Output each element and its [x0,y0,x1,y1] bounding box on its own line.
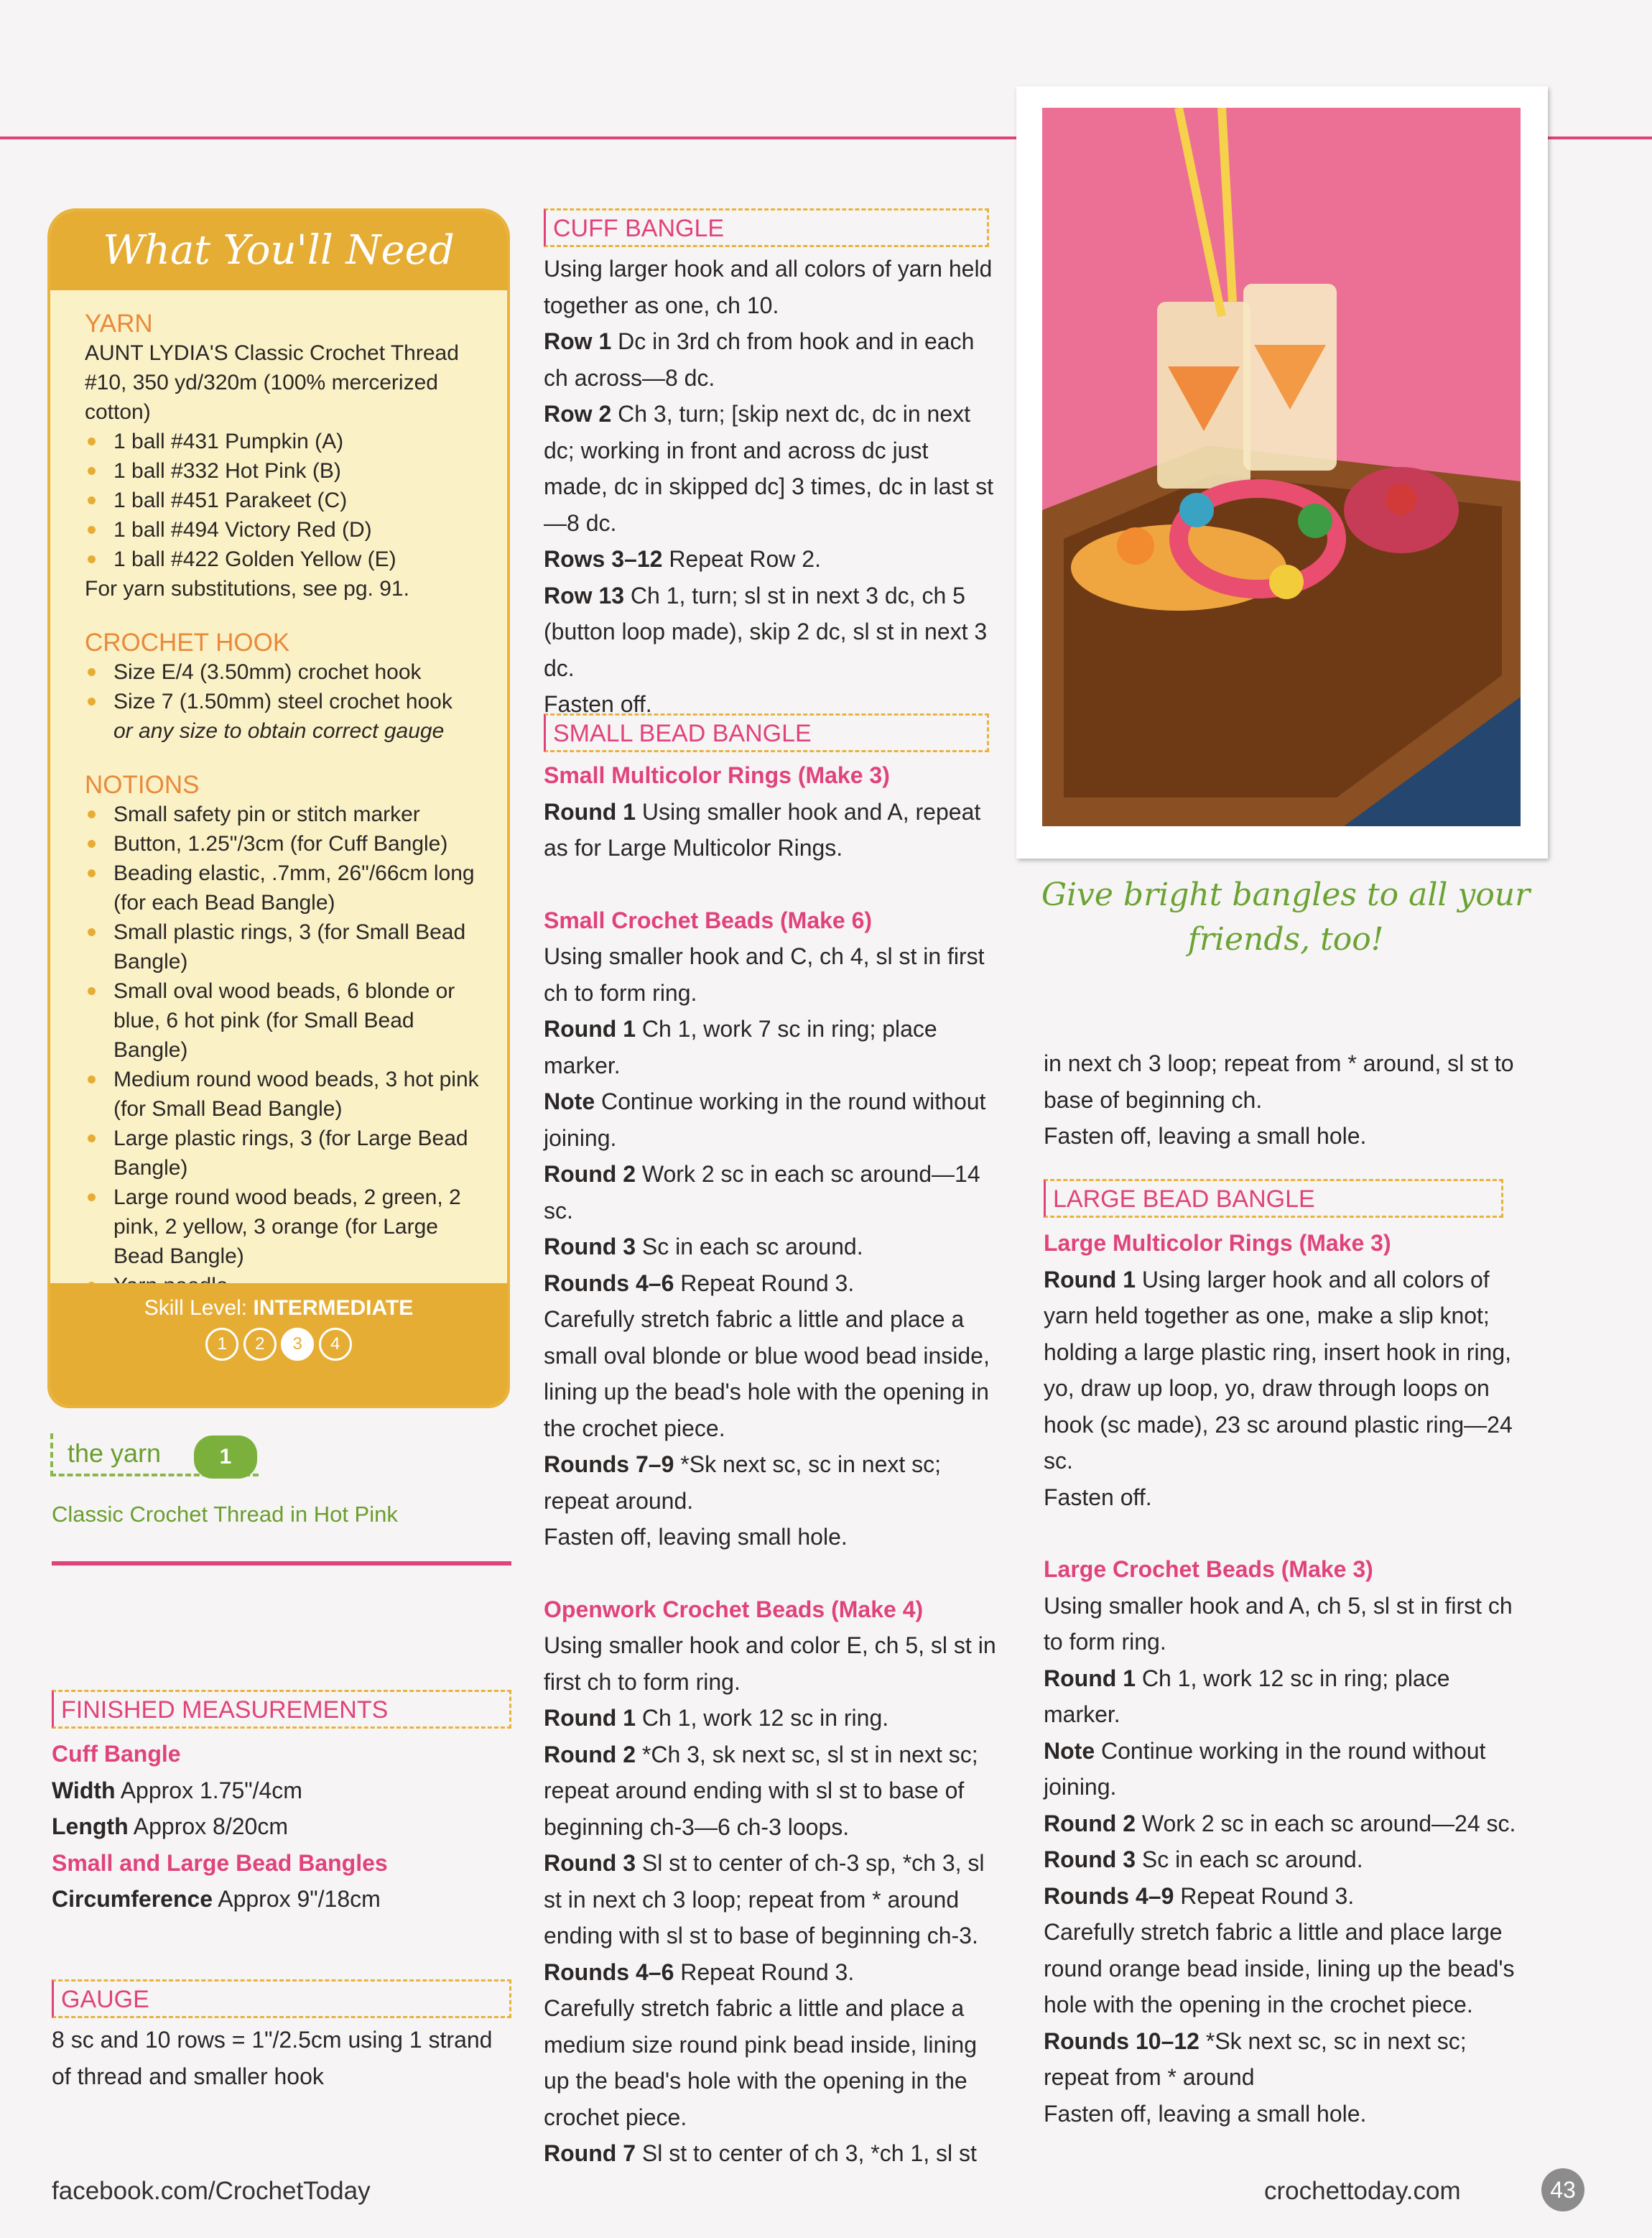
row-label: Round 7 [544,2140,636,2166]
row-label: Round 1 [544,1016,636,1042]
footer-facebook-link[interactable]: facebook.com/CrochetToday [52,2177,371,2205]
row-text: Sl st to center of ch-3 sp, *ch 3, sl st in next ch 3 loop; repeat from * around ending with sl st to base of beginning ch-3. [544,1850,985,1948]
list-item: Button, 1.25"/3cm (for Cuff Bangle) [85,829,486,859]
width-value: Approx 1.75"/4cm [120,1777,302,1803]
cuff-intro: Using larger hook and all colors of yarn held together as one, ch 10. [544,256,993,318]
row-label: Round 3 [1044,1846,1136,1872]
small-beads-note [544,1083,996,1156]
skill-value: INTERMEDIATE [253,1296,414,1320]
row-text: Repeat Round 3. [674,1959,855,1985]
footer-site-link[interactable]: crochettoday.com [1264,2177,1461,2205]
small-beads-rounds-7-9 [544,1446,996,1519]
row-label: Round 2 [544,1161,636,1187]
cuff-row-1 [544,323,996,396]
skill-circle-1: 1 [205,1328,238,1361]
skill-circle-4: 4 [319,1328,352,1361]
openwork-round-7-continued: in next ch 3 loop; repeat from * around, sl st to base of beginning ch. [1044,1050,1514,1113]
row-text: Ch 3, turn; [skip next dc, dc in next dc; working in front and across dc just made, dc in skipped dc] 3 times, dc in last st—8 dc. [544,401,994,536]
row-label: Round 1 [1044,1266,1136,1293]
row-text: Ch 1, turn; sl st in next 3 dc, ch 5 (button loop made), skip 2 dc, sl st in next 3 dc. [544,582,988,681]
spacer [544,1555,996,1591]
list-item: 1 ball #431 Pumpkin (A) [85,427,486,456]
the-yarn-label: the yarn [50,1433,259,1476]
row-label: Round 1 [1044,1665,1136,1691]
row-text: Sc in each sc around. [1135,1846,1363,1872]
row-label: Row 2 [544,401,612,427]
yarn-name: Classic Crochet Thread in Hot Pink [52,1502,398,1527]
column-3-continuation [1044,1045,1518,1155]
openwork-beads-subhead: Openwork Crochet Beads (Make 4) [544,1596,924,1622]
need-body [50,290,507,1300]
hook-heading: CROCHET HOOK [85,629,290,657]
row-label: Row 1 [544,328,612,354]
row-text: Using smaller hook and A, repeat as for Large Multicolor Rings. [544,798,981,861]
hook-note: or any size to obtain correct gauge [113,719,445,743]
list-item: Size 7 (1.50mm) steel crochet hook [85,687,486,716]
list-item: Medium round wood beads, 3 hot pink (for Small Bead Bangle) [85,1065,486,1124]
width-line [52,1772,511,1809]
small-beads-intro: Using smaller hook and C, ch 4, sl st in first ch to form ring. [544,943,985,1006]
spacer [544,866,996,902]
large-beads-stretch: Carefully stretch fabric a little and place large round orange bead inside, lining up the bead's hole with the opening in the crochet piece. [1044,1919,1515,2017]
list-item: Beading elastic, .7mm, 26"/66cm long (for each Bead Bangle) [85,859,486,917]
large-beads-rounds-4-9 [1044,1878,1518,1915]
row-label: Round 2 [544,1741,636,1767]
large-beads-round-1 [1044,1660,1518,1733]
small-rings-round-1 [544,794,996,866]
top-rule-left [0,137,1020,139]
row-label: Round 1 [544,798,636,825]
skill-level [50,1296,507,1321]
row-text: Work 2 sc in each sc around—24 sc. [1135,1810,1516,1836]
row-text: Sc in each sc around. [635,1234,863,1259]
row-label: Round 1 [544,1705,636,1731]
row-label: Note [544,1088,595,1114]
finished-measurements-body [52,1736,511,1918]
small-beads-subhead: Small Crochet Beads (Make 6) [544,907,873,933]
cuff-bangle-subhead: Cuff Bangle [52,1741,181,1767]
small-beads-round-1 [544,1011,996,1083]
row-text: Repeat Round 3. [674,1270,855,1296]
row-text: Repeat Round 3. [1174,1882,1355,1909]
list-item: 1 ball #332 Hot Pink (B) [85,456,486,486]
openwork-stretch: Carefully stretch fabric a little and place a medium size round pink bead inside, lining up the bead's hole with the opening in the crochet piece. [544,1995,978,2130]
small-beads-fasten: Fasten off, leaving small hole. [544,1524,848,1550]
openwork-round-3 [544,1845,996,1954]
large-bead-bangle-heading: LARGE BEAD BANGLE [1044,1179,1503,1218]
divider [52,1561,511,1566]
small-beads-stretch: Carefully stretch fabric a little and place a small oval blonde or blue wood bead inside, lining up the bead's hole with the opening in the crochet piece. [544,1306,990,1441]
yarn-description: AUNT LYDIA'S Classic Crochet Thread #10, 350 yd/320m (100% mercerized cotton) [85,341,459,424]
row-text: Dc in 3rd ch from hook and in each ch across—8 dc. [544,328,975,391]
openwork-round-2 [544,1737,996,1846]
row-text: Continue working in the round without joining. [1044,1737,1486,1800]
list-item: 1 ball #451 Parakeet (C) [85,486,486,515]
row-label: Rounds 7–9 [544,1451,674,1477]
large-beads-intro: Using smaller hook and A, ch 5, sl st in first ch to form ring. [1044,1592,1513,1655]
finished-measurements-heading: FINISHED MEASUREMENTS [52,1690,511,1729]
openwork-round-1 [544,1700,996,1737]
row-label: Rows 3–12 [544,546,663,572]
openwork-round-7 [544,2135,996,2172]
openwork-fasten: Fasten off, leaving a small hole. [1044,1123,1367,1149]
circumference-label: Circumference [52,1886,213,1912]
list-item: Size E/4 (3.50mm) crochet hook [85,657,486,687]
row-label: Rounds 4–6 [544,1959,674,1985]
small-rings-subhead: Small Multicolor Rings (Make 3) [544,762,890,788]
row-text: Ch 1, work 7 sc in ring; place marker. [544,1016,937,1078]
large-beads-round-3 [1044,1841,1518,1878]
large-beads-fasten: Fasten off, leaving a small hole. [1044,2100,1367,2127]
small-bead-bangle-instructions [544,757,996,2172]
top-rule-right [1544,137,1652,139]
row-text: Ch 1, work 12 sc in ring. [635,1705,889,1731]
length-line [52,1808,511,1845]
row-text: Ch 1, work 12 sc in ring; place marker. [1044,1665,1450,1727]
list-item: 1 ball #422 Golden Yellow (E) [85,545,486,574]
large-beads-round-2 [1044,1805,1518,1842]
notions-list [85,800,486,1300]
spacer [1044,1515,1518,1551]
openwork-intro: Using smaller hook and color E, ch 5, sl st in first ch to form ring. [544,1632,996,1695]
gauge-text: 8 sc and 10 rows = 1"/2.5cm using 1 strand of thread and smaller hook [52,2027,493,2089]
row-label: Round 3 [544,1234,636,1259]
row-label: Rounds 10–12 [1044,2027,1199,2054]
skill-circle-3-active: 3 [281,1328,314,1361]
row-text: Work 2 sc in each sc around—14 sc. [544,1161,980,1224]
skill-label: Skill Level: [144,1296,248,1320]
list-item: Large plastic rings, 3 (for Large Bead Bangle) [85,1124,486,1183]
small-beads-round-2 [544,1156,996,1229]
large-beads-subhead: Large Crochet Beads (Make 3) [1044,1556,1373,1582]
page-number: 43 [1541,2168,1584,2211]
circumference-line [52,1881,511,1918]
row-text: Continue working in the round without joining. [544,1088,986,1151]
length-value: Approx 8/20cm [133,1813,288,1839]
skill-level-band [50,1283,507,1405]
cuff-row-13 [544,578,996,687]
row-label: Row 13 [544,582,625,609]
circumference-value: Approx 9"/18cm [218,1886,381,1912]
yarn-weight-badge: 1 [194,1435,257,1479]
large-rings-fasten: Fasten off. [1044,1484,1152,1510]
cuff-rows-3-12 [544,541,996,578]
large-beads-rounds-10-12 [1044,2023,1518,2096]
skill-circle-2: 2 [243,1328,277,1361]
large-bead-bangle-instructions [1044,1225,1518,2132]
small-beads-rounds-4-6 [544,1265,996,1302]
photo-frame [1016,86,1548,859]
need-title: What You'll Need [50,211,507,290]
list-item: Small safety pin or stitch marker [85,800,486,829]
cuff-bangle-heading: CUFF BANGLE [544,208,989,247]
bangles-photo [1042,108,1521,826]
width-label: Width [52,1777,116,1803]
large-rings-round-1 [1044,1262,1518,1479]
length-label: Length [52,1813,129,1839]
large-beads-note [1044,1733,1518,1805]
openwork-rounds-4-6 [544,1954,996,1991]
list-item: Small oval wood beads, 6 blonde or blue, 6 hot pink (for Small Bead Bangle) [85,976,486,1065]
skill-circles [50,1328,507,1361]
hook-list [85,657,486,716]
row-text: *Sk next sc, sc in next sc; repeat around. [544,1451,942,1514]
what-youll-need-box [47,208,510,1408]
gauge-heading: GAUGE [52,1979,511,2018]
small-beads-round-3 [544,1229,996,1265]
large-rings-subhead: Large Multicolor Rings (Make 3) [1044,1230,1391,1256]
yarn-heading: YARN [85,310,153,338]
bead-bangles-subhead: Small and Large Bead Bangles [52,1849,388,1876]
list-item: Large round wood beads, 2 green, 2 pink, 2 yellow, 3 orange (for Large Bead Bangle) [85,1183,486,1271]
row-label: Rounds 4–6 [544,1270,674,1296]
cuff-fasten-off: Fasten off. [544,691,652,717]
notions-heading: NOTIONS [85,771,200,799]
row-text: *Ch 3, sk next sc, sl st in next sc; repeat around ending with sl st to base of beginning ch-3—6 ch-3 loops. [544,1741,978,1840]
row-label: Round 3 [544,1850,636,1876]
list-item: 1 ball #494 Victory Red (D) [85,515,486,545]
row-text: *Sk next sc, sc in next sc; repeat from * around [1044,2027,1467,2090]
yarn-list [85,427,486,574]
row-text: Using larger hook and all colors of yarn held together as one, make a slip knot; holding a large plastic ring, insert hook in ring, yo, draw up loop, yo, draw through loops on hook (sc made), 23 sc around plastic ring—24 sc. [1044,1266,1513,1474]
row-text: Repeat Row 2. [662,546,821,572]
row-label: Rounds 4–9 [1044,1882,1174,1909]
yarn-substitution-note: For yarn substitutions, see pg. 91. [85,577,409,601]
row-label: Note [1044,1737,1095,1764]
row-label: Round 2 [1044,1810,1136,1836]
small-bead-bangle-heading: SMALL BEAD BANGLE [544,713,989,752]
list-item: Small plastic rings, 3 (for Small Bead Bangle) [85,917,486,976]
cuff-bangle-instructions [544,251,996,723]
tagline: Give bright bangles to all your friends, too! [1041,877,1531,958]
cuff-row-2 [544,396,996,541]
row-text: Sl st to center of ch 3, *ch 1, sl st [635,2140,977,2166]
